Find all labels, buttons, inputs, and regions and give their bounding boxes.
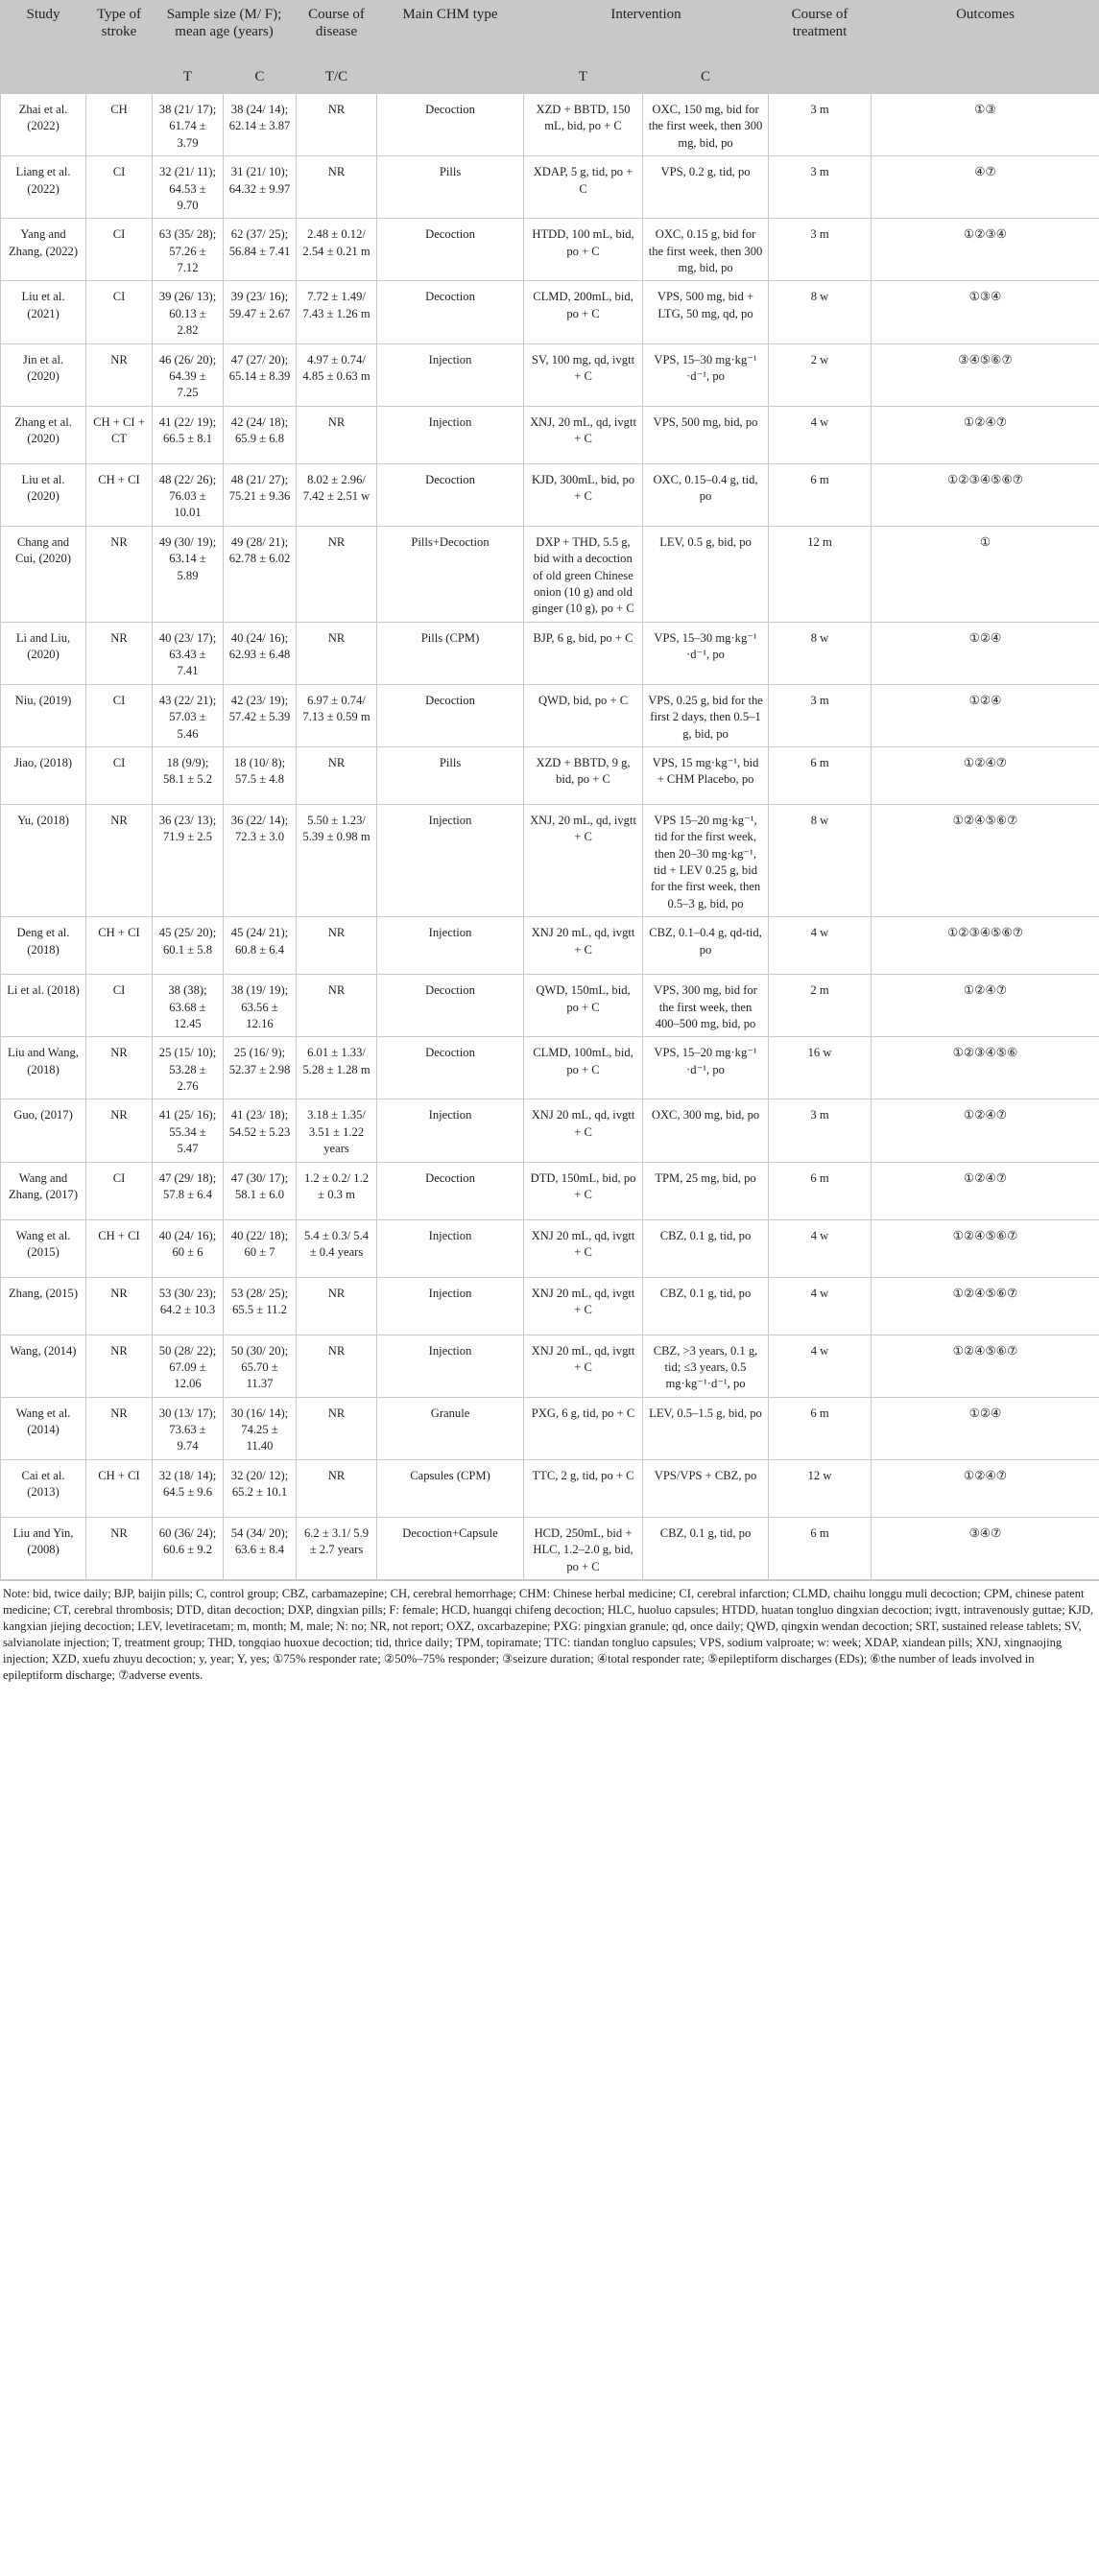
cell-chm-type: Capsules (CPM) <box>377 1459 524 1517</box>
cell-sample-t: 46 (26/ 20); 64.39 ± 7.25 <box>153 343 224 406</box>
cell-chm-type: Injection <box>377 343 524 406</box>
cell-intervention-t: PXG, 6 g, tid, po + C <box>524 1397 643 1459</box>
cell-course-of-treatment: 6 m <box>769 1162 872 1219</box>
cell-sample-t: 25 (15/ 10); 53.28 ± 2.76 <box>153 1037 224 1099</box>
cell-course-of-treatment: 8 w <box>769 622 872 684</box>
cell-sample-c: 38 (24/ 14); 62.14 ± 3.87 <box>224 94 297 156</box>
cell-stroke-type: CI <box>86 219 153 281</box>
cell-chm-type: Pills <box>377 156 524 219</box>
cell-outcomes: ①②④⑤⑥⑦ <box>872 804 1099 916</box>
cell-sample-c: 30 (16/ 14); 74.25 ± 11.40 <box>224 1397 297 1459</box>
header-study: Study <box>1 1 86 94</box>
cell-stroke-type: NR <box>86 622 153 684</box>
cell-study: Zhang et al. (2020) <box>1 406 86 463</box>
cell-stroke-type: CI <box>86 281 153 343</box>
cell-intervention-t: TTC, 2 g, tid, po + C <box>524 1459 643 1517</box>
table-row <box>1 975 1099 1037</box>
cell-course-of-treatment: 3 m <box>769 684 872 746</box>
cell-sample-c: 62 (37/ 25); 56.84 ± 7.41 <box>224 219 297 281</box>
cell-chm-type: Injection <box>377 1277 524 1335</box>
cell-sample-t: 60 (36/ 24); 60.6 ± 9.2 <box>153 1517 224 1579</box>
table-row <box>1 1099 1099 1162</box>
cell-stroke-type: NR <box>86 1335 153 1397</box>
cell-outcomes: ①②④⑦ <box>872 1099 1099 1162</box>
cell-course-of-treatment: 2 m <box>769 975 872 1037</box>
subheader-intervention-t: T <box>524 65 643 94</box>
cell-outcomes: ①②④⑦ <box>872 406 1099 463</box>
table-row <box>1 219 1099 281</box>
cell-intervention-t: XNJ 20 mL, qd, ivgtt + C <box>524 1277 643 1335</box>
cell-course-of-treatment: 6 m <box>769 1517 872 1579</box>
cell-intervention-c: VPS, 15–20 mg·kg⁻¹ ·d⁻¹, po <box>643 1037 769 1099</box>
cell-sample-c: 40 (24/ 16); 62.93 ± 6.48 <box>224 622 297 684</box>
table-row <box>1 1162 1099 1219</box>
cell-study: Wang and Zhang, (2017) <box>1 1162 86 1219</box>
cell-chm-type: Granule <box>377 1397 524 1459</box>
cell-stroke-type: NR <box>86 1099 153 1162</box>
cell-sample-c: 47 (30/ 17); 58.1 ± 6.0 <box>224 1162 297 1219</box>
cell-chm-type: Injection <box>377 917 524 975</box>
cell-sample-c: 32 (20/ 12); 65.2 ± 10.1 <box>224 1459 297 1517</box>
table-body <box>1 94 1099 1580</box>
table-row <box>1 156 1099 219</box>
cell-course-of-disease: 6.2 ± 3.1/ 5.9 ± 2.7 years <box>297 1517 377 1579</box>
cell-course-of-treatment: 6 m <box>769 1397 872 1459</box>
cell-course-of-disease: NR <box>297 526 377 622</box>
cell-sample-t: 48 (22/ 26); 76.03 ± 10.01 <box>153 463 224 526</box>
cell-outcomes: ①③ <box>872 94 1099 156</box>
cell-sample-t: 49 (30/ 19); 63.14 ± 5.89 <box>153 526 224 622</box>
cell-study: Yu, (2018) <box>1 804 86 916</box>
cell-course-of-disease: NR <box>297 156 377 219</box>
cell-stroke-type: CH + CI <box>86 1459 153 1517</box>
header-sample-size: Sample size (M/ F); mean age (years) <box>153 1 297 65</box>
cell-sample-t: 40 (24/ 16); 60 ± 6 <box>153 1219 224 1277</box>
cell-outcomes: ①②③④⑤⑥⑦ <box>872 463 1099 526</box>
cell-intervention-c: VPS, 300 mg, bid for the first week, then 400–500 mg, bid, po <box>643 975 769 1037</box>
cell-outcomes: ④⑦ <box>872 156 1099 219</box>
cell-sample-t: 47 (29/ 18); 57.8 ± 6.4 <box>153 1162 224 1219</box>
cell-stroke-type: NR <box>86 1397 153 1459</box>
cell-sample-t: 39 (26/ 13); 60.13 ± 2.82 <box>153 281 224 343</box>
cell-study: Liu and Wang, (2018) <box>1 1037 86 1099</box>
cell-stroke-type: NR <box>86 1037 153 1099</box>
cell-study: Jin et al. (2020) <box>1 343 86 406</box>
cell-course-of-disease: NR <box>297 746 377 804</box>
cell-sample-c: 42 (24/ 18); 65.9 ± 6.8 <box>224 406 297 463</box>
cell-intervention-t: DXP + THD, 5.5 g, bid with a decoction of old green Chinese onion (10 g) and old ginger (10 g), po + C <box>524 526 643 622</box>
cell-chm-type: Injection <box>377 406 524 463</box>
table-row <box>1 94 1099 156</box>
cell-stroke-type: NR <box>86 343 153 406</box>
cell-stroke-type: CH + CI <box>86 1219 153 1277</box>
cell-course-of-treatment: 4 w <box>769 917 872 975</box>
cell-study: Liu et al. (2021) <box>1 281 86 343</box>
cell-intervention-t: SV, 100 mg, qd, ivgtt + C <box>524 343 643 406</box>
cell-sample-t: 41 (25/ 16); 55.34 ± 5.47 <box>153 1099 224 1162</box>
cell-stroke-type: NR <box>86 526 153 622</box>
cell-sample-t: 32 (21/ 11); 64.53 ± 9.70 <box>153 156 224 219</box>
cell-outcomes: ①②③④ <box>872 219 1099 281</box>
cell-intervention-c: CBZ, 0.1 g, tid, po <box>643 1517 769 1579</box>
cell-sample-t: 43 (22/ 21); 57.03 ± 5.46 <box>153 684 224 746</box>
cell-sample-c: 31 (21/ 10); 64.32 ± 9.97 <box>224 156 297 219</box>
cell-study: Wang et al. (2014) <box>1 1397 86 1459</box>
cell-course-of-treatment: 8 w <box>769 281 872 343</box>
cell-intervention-t: CLMD, 100mL, bid, po + C <box>524 1037 643 1099</box>
cell-course-of-disease: NR <box>297 1459 377 1517</box>
cell-course-of-disease: NR <box>297 622 377 684</box>
cell-outcomes: ③④⑦ <box>872 1517 1099 1579</box>
table-row <box>1 1397 1099 1459</box>
table-row <box>1 1335 1099 1397</box>
cell-outcomes: ③④⑤⑥⑦ <box>872 343 1099 406</box>
table-row <box>1 1517 1099 1579</box>
cell-course-of-treatment: 3 m <box>769 219 872 281</box>
header-intervention: Intervention <box>524 1 769 65</box>
cell-stroke-type: CI <box>86 1162 153 1219</box>
cell-sample-c: 25 (16/ 9); 52.37 ± 2.98 <box>224 1037 297 1099</box>
cell-intervention-t: XNJ 20 mL, qd, ivgtt + C <box>524 1219 643 1277</box>
cell-stroke-type: CI <box>86 684 153 746</box>
cell-course-of-disease: 5.50 ± 1.23/ 5.39 ± 0.98 m <box>297 804 377 916</box>
cell-study: Zhai et al. (2022) <box>1 94 86 156</box>
cell-intervention-c: VPS, 0.25 g, bid for the first 2 days, then 0.5–1 g, bid, po <box>643 684 769 746</box>
cell-chm-type: Decoction <box>377 463 524 526</box>
cell-intervention-t: KJD, 300mL, bid, po + C <box>524 463 643 526</box>
cell-sample-t: 53 (30/ 23); 64.2 ± 10.3 <box>153 1277 224 1335</box>
cell-intervention-c: OXC, 300 mg, bid, po <box>643 1099 769 1162</box>
cell-course-of-disease: NR <box>297 406 377 463</box>
cell-study: Li and Liu, (2020) <box>1 622 86 684</box>
cell-chm-type: Decoction <box>377 684 524 746</box>
cell-study: Zhang, (2015) <box>1 1277 86 1335</box>
cell-study: Yang and Zhang, (2022) <box>1 219 86 281</box>
cell-course-of-treatment: 4 w <box>769 1277 872 1335</box>
cell-sample-c: 47 (27/ 20); 65.14 ± 8.39 <box>224 343 297 406</box>
cell-course-of-disease: 1.2 ± 0.2/ 1.2 ± 0.3 m <box>297 1162 377 1219</box>
cell-intervention-t: XNJ 20 mL, qd, ivgtt + C <box>524 1099 643 1162</box>
cell-intervention-c: LEV, 0.5 g, bid, po <box>643 526 769 622</box>
cell-outcomes: ①②④⑤⑥⑦ <box>872 1219 1099 1277</box>
cell-course-of-disease: 4.97 ± 0.74/ 4.85 ± 0.63 m <box>297 343 377 406</box>
cell-sample-c: 50 (30/ 20); 65.70 ± 11.37 <box>224 1335 297 1397</box>
cell-study: Liang et al. (2022) <box>1 156 86 219</box>
cell-intervention-t: BJP, 6 g, bid, po + C <box>524 622 643 684</box>
cell-intervention-c: CBZ, 0.1–0.4 g, qd-tid, po <box>643 917 769 975</box>
table-row <box>1 1219 1099 1277</box>
cell-intervention-t: XNJ 20 mL, qd, ivgtt + C <box>524 917 643 975</box>
cell-sample-c: 53 (28/ 25); 65.5 ± 11.2 <box>224 1277 297 1335</box>
cell-stroke-type: NR <box>86 1277 153 1335</box>
cell-study: Deng et al. (2018) <box>1 917 86 975</box>
cell-stroke-type: CI <box>86 156 153 219</box>
cell-course-of-disease: 2.48 ± 0.12/ 2.54 ± 0.21 m <box>297 219 377 281</box>
cell-course-of-treatment: 4 w <box>769 1219 872 1277</box>
cell-intervention-c: CBZ, 0.1 g, tid, po <box>643 1277 769 1335</box>
cell-intervention-t: DTD, 150mL, bid, po + C <box>524 1162 643 1219</box>
cell-stroke-type: CI <box>86 975 153 1037</box>
cell-intervention-t: QWD, 150mL, bid, po + C <box>524 975 643 1037</box>
cell-course-of-treatment: 8 w <box>769 804 872 916</box>
cell-sample-t: 45 (25/ 20); 60.1 ± 5.8 <box>153 917 224 975</box>
table-row <box>1 406 1099 463</box>
cell-sample-c: 36 (22/ 14); 72.3 ± 3.0 <box>224 804 297 916</box>
cell-intervention-c: VPS, 0.2 g, tid, po <box>643 156 769 219</box>
cell-intervention-t: XNJ 20 mL, qd, ivgtt + C <box>524 1335 643 1397</box>
cell-intervention-c: VPS, 15 mg·kg⁻¹, bid + CHM Placebo, po <box>643 746 769 804</box>
subheader-course-tc: T/C <box>297 65 377 94</box>
cell-sample-t: 50 (28/ 22); 67.09 ± 12.06 <box>153 1335 224 1397</box>
cell-intervention-c: OXC, 0.15–0.4 g, tid, po <box>643 463 769 526</box>
cell-intervention-t: QWD, bid, po + C <box>524 684 643 746</box>
cell-outcomes: ①②④⑤⑥⑦ <box>872 1277 1099 1335</box>
cell-study: Liu et al. (2020) <box>1 463 86 526</box>
subheader-intervention-c: C <box>643 65 769 94</box>
cell-intervention-c: VPS, 15–30 mg·kg⁻¹ ·d⁻¹, po <box>643 343 769 406</box>
header-course-of-disease: Course of disease <box>297 1 377 65</box>
header-outcomes: Outcomes <box>872 1 1099 94</box>
cell-sample-t: 38 (21/ 17); 61.74 ± 3.79 <box>153 94 224 156</box>
cell-course-of-disease: NR <box>297 1397 377 1459</box>
cell-chm-type: Decoction+Capsule <box>377 1517 524 1579</box>
cell-chm-type: Decoction <box>377 975 524 1037</box>
cell-intervention-c: CBZ, 0.1 g, tid, po <box>643 1219 769 1277</box>
cell-study: Chang and Cui, (2020) <box>1 526 86 622</box>
cell-study: Cai et al. (2013) <box>1 1459 86 1517</box>
cell-course-of-disease: 5.4 ± 0.3/ 5.4 ± 0.4 years <box>297 1219 377 1277</box>
cell-outcomes: ①②④ <box>872 622 1099 684</box>
cell-course-of-treatment: 6 m <box>769 746 872 804</box>
cell-intervention-c: VPS, 500 mg, bid, po <box>643 406 769 463</box>
cell-sample-c: 38 (19/ 19); 63.56 ± 12.16 <box>224 975 297 1037</box>
cell-sample-t: 18 (9/9); 58.1 ± 5.2 <box>153 746 224 804</box>
cell-course-of-disease: NR <box>297 94 377 156</box>
cell-chm-type: Injection <box>377 1099 524 1162</box>
table-row <box>1 804 1099 916</box>
cell-intervention-c: OXC, 150 mg, bid for the first week, then 300 mg, bid, po <box>643 94 769 156</box>
cell-stroke-type: CI <box>86 746 153 804</box>
cell-course-of-treatment: 3 m <box>769 1099 872 1162</box>
cell-sample-c: 49 (28/ 21); 62.78 ± 6.02 <box>224 526 297 622</box>
cell-stroke-type: NR <box>86 1517 153 1579</box>
cell-intervention-t: XNJ, 20 mL, qd, ivgtt + C <box>524 406 643 463</box>
cell-intervention-t: HTDD, 100 mL, bid, po + C <box>524 219 643 281</box>
cell-intervention-c: CBZ, >3 years, 0.1 g, tid; ≤3 years, 0.5 mg·kg⁻¹·d⁻¹, po <box>643 1335 769 1397</box>
cell-sample-t: 36 (23/ 13); 71.9 ± 2.5 <box>153 804 224 916</box>
cell-course-of-disease: 6.97 ± 0.74/ 7.13 ± 0.59 m <box>297 684 377 746</box>
cell-outcomes: ①②④ <box>872 1397 1099 1459</box>
cell-course-of-treatment: 2 w <box>769 343 872 406</box>
table-row <box>1 343 1099 406</box>
cell-chm-type: Injection <box>377 804 524 916</box>
cell-course-of-disease: NR <box>297 1335 377 1397</box>
cell-course-of-disease: NR <box>297 917 377 975</box>
cell-sample-t: 32 (18/ 14); 64.5 ± 9.6 <box>153 1459 224 1517</box>
cell-intervention-t: XZD + BBTD, 150 mL, bid, po + C <box>524 94 643 156</box>
cell-study: Wang, (2014) <box>1 1335 86 1397</box>
cell-course-of-disease: 7.72 ± 1.49/ 7.43 ± 1.26 m <box>297 281 377 343</box>
cell-outcomes: ①②④⑦ <box>872 1459 1099 1517</box>
cell-sample-c: 45 (24/ 21); 60.8 ± 6.4 <box>224 917 297 975</box>
subheader-sample-c: C <box>224 65 297 94</box>
table-footnote: Note: bid, twice daily; BJP, baijin pills; C, control group; CBZ, carbamazepine; CH, cerebral hemorrhage; CHM: Chinese herbal medicine; CI, cerebral infarction; CLMD, chaihu longgu muli decoction; CPM, chinese patent medicine; CT, cerebral thrombosis; DTD, ditan decoction; DXP, dingxian pills; F: female; HCD, huangqi chifeng decoction; HLC, huoluo capsules; HTDD, huatan tongluo dingxian decoction; ivgtt, intravenously guttae; KJD, kangxian jiejing decoction; LEV, levetiracetam; m, month; M, male; N: no; NR, not report; OXZ, oxcarbazepine; PXG: pingxian granule; qd, once daily; QWD, qingxin wendan decoction; SRT, sustained release tablets; SV, salvianolate injection; T, treatment group; THD, tongqiao huoxue decoction; tid, thrice daily; TPM, topiramate; TTC: tiandan tongluo capsules; VPS, sodium valproate; w: week; XDAP, xiandean pills; XNJ, xingnaojing injection; XZD, xuefu zhuyu decoction; y, year; Y, yes; ①75% responder rate; ②50%–75% responder; ③seizure duration; ④total responder rate; ⑤epileptiform discharges (EDs); ⑥the number of leads involved in epileptiform discharge; ⑦adverse events. <box>0 1580 1099 1689</box>
cell-outcomes: ①②③④⑤⑥⑦ <box>872 917 1099 975</box>
cell-intervention-c: VPS, 500 mg, bid + LTG, 50 mg, qd, po <box>643 281 769 343</box>
cell-outcomes: ①②④⑦ <box>872 746 1099 804</box>
cell-course-of-disease: 6.01 ± 1.33/ 5.28 ± 1.28 m <box>297 1037 377 1099</box>
table-row <box>1 463 1099 526</box>
cell-intervention-c: LEV, 0.5–1.5 g, bid, po <box>643 1397 769 1459</box>
cell-sample-c: 54 (34/ 20); 63.6 ± 8.4 <box>224 1517 297 1579</box>
cell-course-of-treatment: 6 m <box>769 463 872 526</box>
cell-sample-c: 39 (23/ 16); 59.47 ± 2.67 <box>224 281 297 343</box>
cell-course-of-disease: 3.18 ± 1.35/ 3.51 ± 1.22 years <box>297 1099 377 1162</box>
cell-intervention-t: HCD, 250mL, bid + HLC, 1.2–2.0 g, bid, po + C <box>524 1517 643 1579</box>
cell-outcomes: ①②④⑦ <box>872 1162 1099 1219</box>
cell-chm-type: Pills+Decoction <box>377 526 524 622</box>
cell-chm-type: Decoction <box>377 1037 524 1099</box>
table-row <box>1 526 1099 622</box>
cell-stroke-type: CH + CI <box>86 463 153 526</box>
table-row <box>1 917 1099 975</box>
cell-chm-type: Decoction <box>377 219 524 281</box>
cell-course-of-treatment: 16 w <box>769 1037 872 1099</box>
cell-course-of-disease: NR <box>297 975 377 1037</box>
cell-course-of-treatment: 12 w <box>769 1459 872 1517</box>
cell-intervention-t: XNJ, 20 mL, qd, ivgtt + C <box>524 804 643 916</box>
header-stroke-type: Type of stroke <box>86 1 153 94</box>
cell-sample-c: 40 (22/ 18); 60 ± 7 <box>224 1219 297 1277</box>
cell-chm-type: Pills (CPM) <box>377 622 524 684</box>
cell-study: Niu, (2019) <box>1 684 86 746</box>
cell-intervention-c: VPS, 15–30 mg·kg⁻¹ ·d⁻¹, po <box>643 622 769 684</box>
cell-chm-type: Decoction <box>377 1162 524 1219</box>
subheader-sample-t: T <box>153 65 224 94</box>
cell-sample-t: 30 (13/ 17); 73.63 ± 9.74 <box>153 1397 224 1459</box>
table-row <box>1 1037 1099 1099</box>
cell-intervention-c: TPM, 25 mg, bid, po <box>643 1162 769 1219</box>
cell-course-of-treatment: 4 w <box>769 1335 872 1397</box>
cell-stroke-type: NR <box>86 804 153 916</box>
cell-outcomes: ① <box>872 526 1099 622</box>
cell-chm-type: Pills <box>377 746 524 804</box>
header-course-of-treatment: Course of treatment <box>769 1 872 94</box>
cell-study: Guo, (2017) <box>1 1099 86 1162</box>
cell-intervention-c: VPS 15–20 mg·kg⁻¹, tid for the first week, then 20–30 mg·kg⁻¹, tid + LEV 0.25 g, bid for the first week, then 0.5–3 g, bid, po <box>643 804 769 916</box>
cell-study: Wang et al. (2015) <box>1 1219 86 1277</box>
cell-study: Jiao, (2018) <box>1 746 86 804</box>
cell-stroke-type: CH + CI <box>86 917 153 975</box>
table-row <box>1 746 1099 804</box>
cell-stroke-type: CH <box>86 94 153 156</box>
table-row <box>1 684 1099 746</box>
table-row <box>1 281 1099 343</box>
cell-intervention-c: OXC, 0.15 g, bid for the first week, then 300 mg, bid, po <box>643 219 769 281</box>
cell-outcomes: ①③④ <box>872 281 1099 343</box>
header-chm-type: Main CHM type <box>377 1 524 94</box>
table-row <box>1 1459 1099 1517</box>
cell-sample-t: 63 (35/ 28); 57.26 ± 7.12 <box>153 219 224 281</box>
cell-chm-type: Decoction <box>377 94 524 156</box>
cell-outcomes: ①②④ <box>872 684 1099 746</box>
cell-sample-t: 41 (22/ 19); 66.5 ± 8.1 <box>153 406 224 463</box>
cell-chm-type: Injection <box>377 1219 524 1277</box>
cell-stroke-type: CH + CI + CT <box>86 406 153 463</box>
cell-intervention-c: VPS/VPS + CBZ, po <box>643 1459 769 1517</box>
cell-sample-t: 40 (23/ 17); 63.43 ± 7.41 <box>153 622 224 684</box>
cell-course-of-treatment: 12 m <box>769 526 872 622</box>
cell-course-of-disease: 8.02 ± 2.96/ 7.42 ± 2.51 w <box>297 463 377 526</box>
cell-outcomes: ①②④⑤⑥⑦ <box>872 1335 1099 1397</box>
cell-sample-c: 42 (23/ 19); 57.42 ± 5.39 <box>224 684 297 746</box>
cell-course-of-treatment: 3 m <box>769 94 872 156</box>
cell-outcomes: ①②④⑦ <box>872 975 1099 1037</box>
table-row <box>1 622 1099 684</box>
cell-chm-type: Decoction <box>377 281 524 343</box>
cell-course-of-treatment: 4 w <box>769 406 872 463</box>
cell-outcomes: ①②③④⑤⑥ <box>872 1037 1099 1099</box>
cell-course-of-disease: NR <box>297 1277 377 1335</box>
cell-sample-t: 38 (38); 63.68 ± 12.45 <box>153 975 224 1037</box>
cell-study: Liu and Yin, (2008) <box>1 1517 86 1579</box>
cell-intervention-t: XDAP, 5 g, tid, po + C <box>524 156 643 219</box>
cell-sample-c: 18 (10/ 8); 57.5 ± 4.8 <box>224 746 297 804</box>
cell-course-of-treatment: 3 m <box>769 156 872 219</box>
cell-intervention-t: CLMD, 200mL, bid, po + C <box>524 281 643 343</box>
cell-sample-c: 41 (23/ 18); 54.52 ± 5.23 <box>224 1099 297 1162</box>
cell-sample-c: 48 (21/ 27); 75.21 ± 9.36 <box>224 463 297 526</box>
table-row <box>1 1277 1099 1335</box>
cell-study: Li et al. (2018) <box>1 975 86 1037</box>
cell-chm-type: Injection <box>377 1335 524 1397</box>
cell-intervention-t: XZD + BBTD, 9 g, bid, po + C <box>524 746 643 804</box>
